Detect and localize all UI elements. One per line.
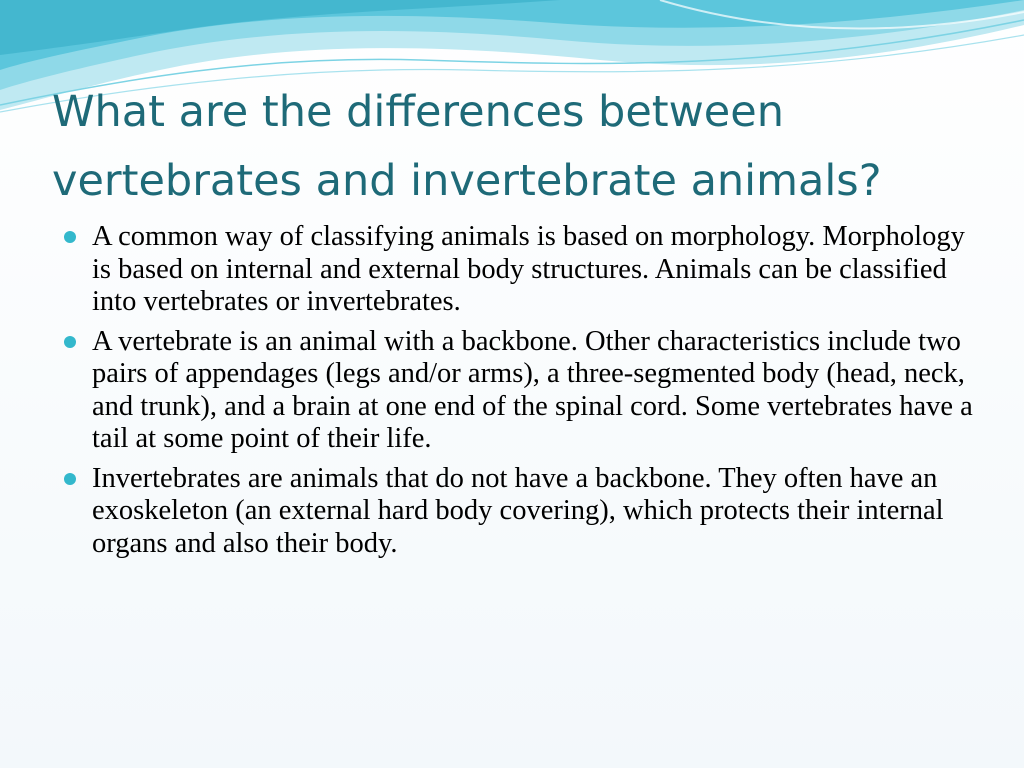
bullet-text: Invertebrates are animals that do not have a backbone. They often have an exoskeleton (an external hard body covering), which protects their internal organs and also their body. [92,462,944,559]
bullet-item [62,326,982,456]
bullet-item [62,221,982,319]
slide-title: What are the differences between vertebrates and invertebrate animals? [52,87,882,206]
bullet-dot-icon [64,336,76,348]
bullet-dot-icon [64,473,76,485]
bullet-item [62,463,982,561]
bullet-dot-icon [64,231,76,243]
bullet-text: A vertebrate is an animal with a backbone. Other characteristics include two pairs of appendages (legs and/or arms), a three-segmented body (head, neck, and trunk), and a brain at one end of the spinal cord. Some vertebrates have a tail at some point of their life. [92,325,973,454]
bullet-text: A common way of classifying animals is based on morphology. Morphology is based on internal and external body structures. Animals can be classified into vertebrates or invertebrates. [92,221,965,317]
bullet-list [62,221,982,567]
